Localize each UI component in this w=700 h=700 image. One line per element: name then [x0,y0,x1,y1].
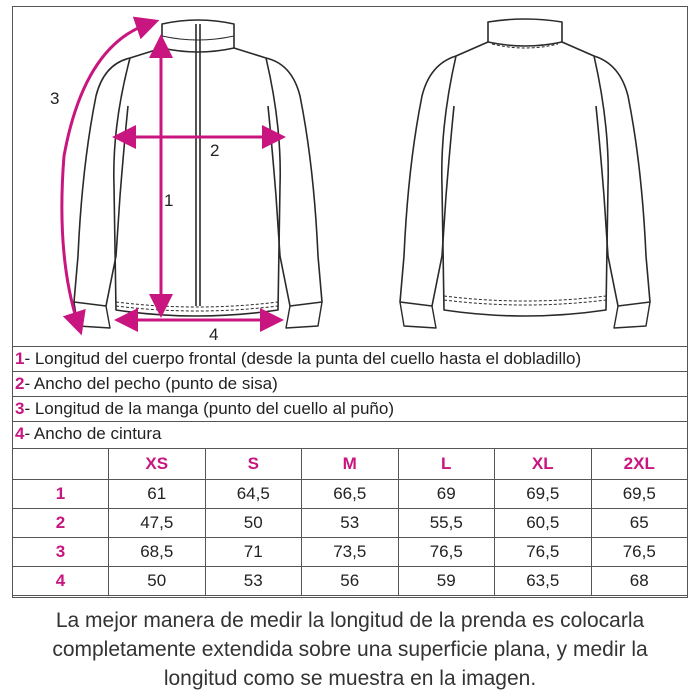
jacket-illustration [12,6,688,346]
front-collar [162,20,234,52]
table-cell: 69,5 [591,480,688,509]
table-cell: 66,5 [302,480,399,509]
table-cell: 61 [109,480,206,509]
caption-line: La mejor manera de medir la longitud de la prenda es colocarla [55,609,645,632]
table-cell: 56 [302,567,399,596]
table-row [13,480,688,509]
table-cell: 69,5 [495,480,592,509]
label-4: 4 [209,325,219,344]
caption-line: completamente extendida sobre una superficie plana, y medir la [52,638,648,661]
table-cell: 60,5 [495,509,592,538]
legend-text: - Longitud del cuerpo frontal (desde la punta del cuello hasta el dobladillo) [24,349,582,368]
table-row [13,538,688,567]
legend-text: - Ancho de cintura [24,424,162,443]
measurement-instructions [0,606,700,693]
legend-text: - Ancho del pecho (punto de sisa) [24,374,278,393]
arrow-3-sleeve-length [62,24,148,324]
legend-num: 3 [15,399,25,418]
table-header-cell: XS [109,449,206,480]
front-right-sleeve [266,58,322,306]
table-row [13,509,688,538]
table-header-row [13,449,688,480]
legend-num: 1 [15,349,25,368]
back-jacket [400,19,650,328]
table-header-cell: S [205,449,302,480]
row-label: 2 [13,509,109,538]
table-cell: 69 [398,480,495,509]
back-left-sleeve [400,56,456,306]
row-label: 1 [13,480,109,509]
table-header-cell: L [398,449,495,480]
legend-num: 2 [15,374,25,393]
table-cell: 50 [205,509,302,538]
table-header-cell: M [302,449,399,480]
table-cell: 73,5 [302,538,399,567]
table-cell: 59 [398,567,495,596]
table-cell: 53 [302,509,399,538]
legend-num: 4 [15,424,25,443]
front-jacket [74,20,322,328]
table-cell: 50 [109,567,206,596]
legend-text: - Longitud de la manga (punto del cuello al puño) [24,399,395,418]
row-label: 4 [13,567,109,596]
label-3: 3 [50,89,60,108]
table-cell: 63,5 [495,567,592,596]
table-cell: 55,5 [398,509,495,538]
table-cell: 76,5 [495,538,592,567]
table-cell: 76,5 [398,538,495,567]
caption-line: longitud como se muestra en la imagen. [163,667,537,690]
label-1: 1 [164,191,174,210]
legend-row-3 [12,396,688,421]
table-header-cell: 2XL [591,449,688,480]
legend-row-4 [12,421,688,446]
label-2: 2 [210,141,220,160]
legend-row-1 [12,346,688,371]
table-cell: 65 [591,509,688,538]
size-table [12,448,688,596]
table-row [13,567,688,596]
front-body-outline [114,48,280,316]
table-cell: 47,5 [109,509,206,538]
table-cell: 64,5 [205,480,302,509]
table-header-cell [13,449,109,480]
back-collar [488,19,562,46]
back-right-sleeve [594,56,650,306]
measurement-arrows [62,24,274,324]
back-body-outline [442,42,608,316]
table-cell: 68,5 [109,538,206,567]
table-cell: 53 [205,567,302,596]
table-cell: 71 [205,538,302,567]
table-cell: 76,5 [591,538,688,567]
row-label: 3 [13,538,109,567]
table-cell: 68 [591,567,688,596]
legend-row-2 [12,371,688,396]
table-header-cell: XL [495,449,592,480]
